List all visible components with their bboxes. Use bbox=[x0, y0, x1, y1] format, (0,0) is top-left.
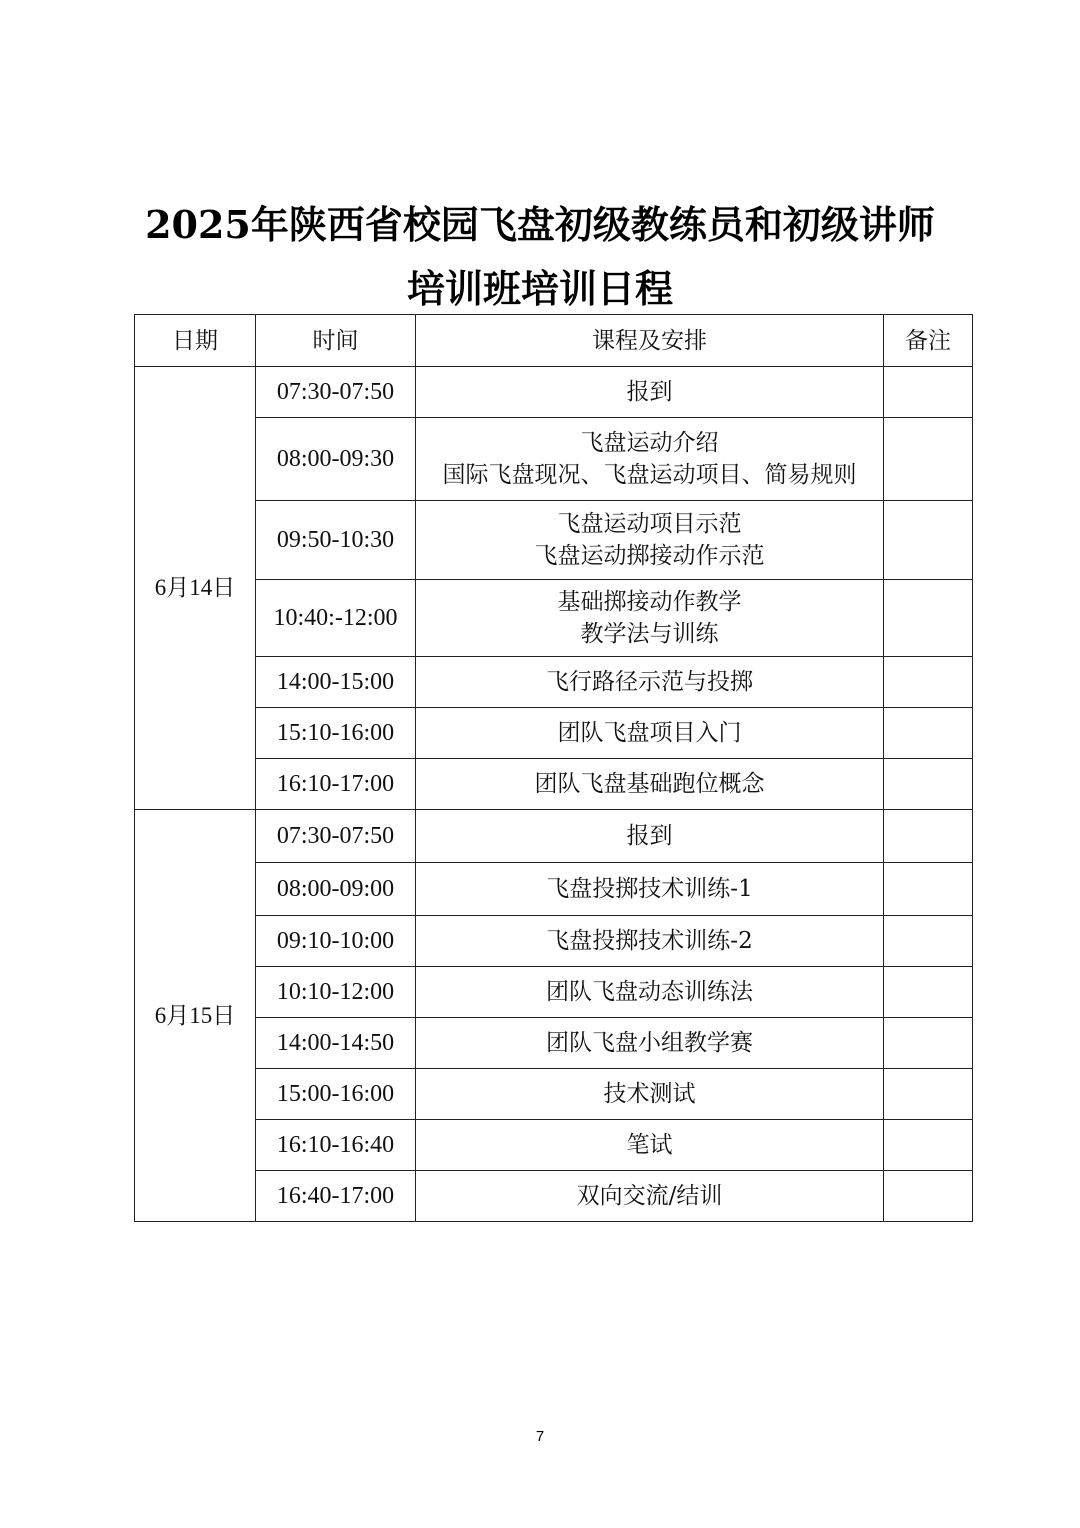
table-row bbox=[135, 1171, 973, 1222]
time-cell: 10:10-12:00 bbox=[256, 967, 416, 1018]
time-cell: 14:00-14:50 bbox=[256, 1018, 416, 1069]
note-cell bbox=[884, 1171, 973, 1222]
course-cell bbox=[416, 501, 884, 580]
note-cell bbox=[884, 367, 973, 418]
table-row bbox=[135, 810, 973, 863]
course-cell bbox=[416, 863, 884, 916]
table-row bbox=[135, 708, 973, 759]
course-cell bbox=[416, 580, 884, 657]
note-cell bbox=[884, 418, 973, 501]
table-row bbox=[135, 657, 973, 708]
time-cell: 16:40-17:00 bbox=[256, 1171, 416, 1222]
course-line: 基础掷接动作教学 bbox=[557, 589, 742, 615]
time-cell: 09:50-10:30 bbox=[256, 501, 416, 580]
course-cell bbox=[416, 810, 884, 863]
time-cell: 09:10-10:00 bbox=[256, 916, 416, 967]
course-cell bbox=[416, 967, 884, 1018]
table-row bbox=[135, 1069, 973, 1120]
course-line: 飞盘投掷技术训练-1 bbox=[546, 876, 753, 902]
note-cell bbox=[884, 916, 973, 967]
note-cell bbox=[884, 810, 973, 863]
note-cell bbox=[884, 967, 973, 1018]
course-line: 国际飞盘现况、飞盘运动项目、简易规则 bbox=[442, 462, 857, 488]
table-row bbox=[135, 863, 973, 916]
note-cell bbox=[884, 863, 973, 916]
course-line: 团队飞盘基础跑位概念 bbox=[534, 771, 765, 797]
course-cell bbox=[416, 418, 884, 501]
course-cell bbox=[416, 657, 884, 708]
course-line: 飞盘运动掷接动作示范 bbox=[534, 543, 765, 569]
table-row bbox=[135, 418, 973, 501]
table-row bbox=[135, 367, 973, 418]
header-note: 备注 bbox=[884, 315, 973, 367]
table-row bbox=[135, 916, 973, 967]
table-row bbox=[135, 759, 973, 810]
course-line: 飞盘运动项目示范 bbox=[557, 511, 742, 537]
time-cell: 16:10-17:00 bbox=[256, 759, 416, 810]
header-date: 日期 bbox=[135, 315, 256, 367]
table-row bbox=[135, 1018, 973, 1069]
page-title-line-1: 2025年陕西省校园飞盘初级教练员和初级讲师 bbox=[145, 202, 935, 247]
note-cell bbox=[884, 708, 973, 759]
note-cell bbox=[884, 1069, 973, 1120]
course-line: 团队飞盘项目入门 bbox=[557, 720, 742, 746]
course-line: 团队飞盘动态训练法 bbox=[546, 979, 753, 1005]
course-cell bbox=[416, 1069, 884, 1120]
note-cell bbox=[884, 580, 973, 657]
table-row bbox=[135, 501, 973, 580]
note-cell bbox=[884, 759, 973, 810]
time-cell: 14:00-15:00 bbox=[256, 657, 416, 708]
table-row bbox=[135, 967, 973, 1018]
course-line: 团队飞盘小组教学赛 bbox=[546, 1030, 753, 1056]
date-cell: 6月15日 bbox=[135, 810, 256, 1222]
course-line: 报到 bbox=[626, 379, 673, 405]
note-cell bbox=[884, 1120, 973, 1171]
course-cell bbox=[416, 1120, 884, 1171]
course-line: 飞盘投掷技术训练-2 bbox=[546, 928, 753, 954]
note-cell bbox=[884, 501, 973, 580]
time-cell: 08:00-09:30 bbox=[256, 418, 416, 501]
course-cell bbox=[416, 759, 884, 810]
schedule-table bbox=[134, 314, 973, 1222]
course-line: 飞盘运动介绍 bbox=[580, 430, 719, 456]
course-line: 双向交流/结训 bbox=[576, 1183, 723, 1209]
time-cell: 07:30-07:50 bbox=[256, 367, 416, 418]
course-line: 技术测试 bbox=[603, 1081, 696, 1107]
table-row bbox=[135, 1120, 973, 1171]
course-cell bbox=[416, 708, 884, 759]
course-line: 报到 bbox=[626, 823, 673, 849]
time-cell: 08:00-09:00 bbox=[256, 863, 416, 916]
date-cell: 6月14日 bbox=[135, 367, 256, 810]
course-cell bbox=[416, 1171, 884, 1222]
header-course: 课程及安排 bbox=[416, 315, 884, 367]
course-cell bbox=[416, 916, 884, 967]
header-time: 时间 bbox=[256, 315, 416, 367]
course-line: 飞行路径示范与投掷 bbox=[546, 669, 753, 695]
time-cell: 07:30-07:50 bbox=[256, 810, 416, 863]
course-line: 笔试 bbox=[626, 1132, 673, 1158]
time-cell: 16:10-16:40 bbox=[256, 1120, 416, 1171]
page-number: 7 bbox=[535, 1428, 545, 1445]
time-cell: 15:10-16:00 bbox=[256, 708, 416, 759]
course-cell bbox=[416, 367, 884, 418]
table-row bbox=[135, 580, 973, 657]
time-cell: 15:00-16:00 bbox=[256, 1069, 416, 1120]
course-cell bbox=[416, 1018, 884, 1069]
time-cell: 10:40:-12:00 bbox=[256, 580, 416, 657]
table-header-row bbox=[135, 315, 973, 367]
course-line: 教学法与训练 bbox=[580, 621, 719, 647]
page-title-line-2: 培训班培训日程 bbox=[406, 266, 673, 311]
note-cell bbox=[884, 1018, 973, 1069]
note-cell bbox=[884, 657, 973, 708]
